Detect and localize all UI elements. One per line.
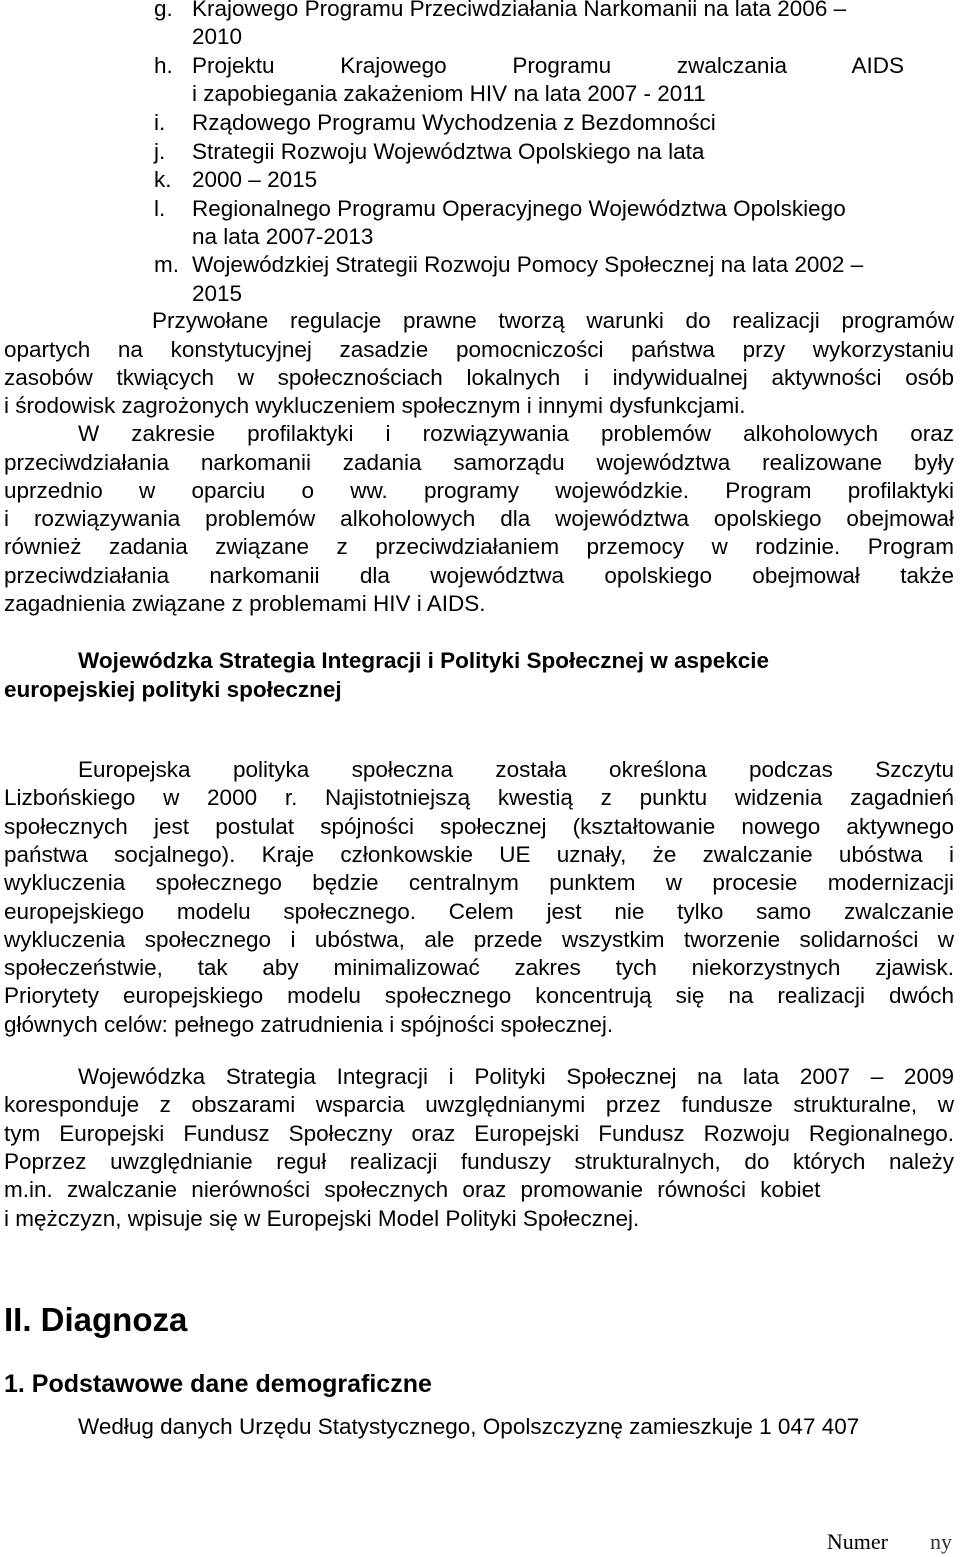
paragraph-line: Przywołane regulacje prawne tworzą warunki do realizacji programów	[152, 308, 954, 333]
paragraph-line: społecznych jest postulat spójności społecznej (kształtowanie nowego aktywnego	[4, 814, 954, 839]
paragraph-line: opartych na konstytucyjnej zasadzie pomocniczości państwa przy wykorzystaniu	[4, 337, 954, 362]
list-item-m	[154, 251, 863, 279]
list-item-text: 2000 – 2015	[192, 167, 318, 192]
paragraph-line: przeciwdziałania narkomanii zadania samorządu województwa realizowane były	[4, 450, 954, 475]
paragraph-line: Lizbońskiego w 2000 r. Najistotniejszą kwestią z punktu widzenia zagadnień	[4, 785, 954, 810]
paragraph-line: i rozwiązywania problemów alkoholowych dla województwa opolskiego obejmował	[4, 506, 954, 531]
paragraph-line: przeciwdziałania narkomanii dla województwa opolskiego obejmował także	[4, 563, 954, 588]
list-item-g	[154, 0, 846, 23]
paragraph-line: głównych celów: pełnego zatrudnienia i spójności społecznej.	[4, 1012, 614, 1037]
list-item-text: Rządowego Programu Wychodzenia z Bezdomności	[192, 110, 716, 135]
list-marker: j.	[154, 139, 166, 164]
list-item-text: Projektu Krajowego Programu zwalczania AIDS	[192, 53, 904, 78]
paragraph-line: społeczeństwie, tak aby minimalizować zakres tych niekorzystnych zjawisk.	[4, 955, 954, 980]
section-heading: europejskiej polityki społecznej	[4, 677, 342, 702]
paragraph-line: Europejska polityka społeczna została określona podczas Szczytu	[78, 757, 954, 782]
paragraph-line: Priorytety europejskiego modelu społecznego koncentrują się na realizacji dwóch	[4, 983, 954, 1008]
paragraph-line: Wojewódzka Strategia Integracji i Polityki Społecznej na lata 2007 – 2009	[78, 1064, 954, 1089]
list-item-continuation: i zapobiegania zakażeniom HIV na lata 2007 - 2011	[192, 81, 706, 106]
list-item-text: Krajowego Programu Przeciwdziałania Narkomanii na lata 2006 –	[192, 0, 847, 21]
list-item-j	[154, 138, 704, 166]
paragraph-line: również zadania związane z przeciwdziałaniem przemocy w rodzinie. Program	[4, 534, 954, 559]
paragraph-line: tym Europejski Fundusz Społeczny oraz Europejski Fundusz Rozwoju Regionalnego.	[4, 1121, 954, 1146]
list-item-continuation: 2015	[192, 281, 243, 306]
page-footer-tail: ny	[930, 1529, 952, 1554]
paragraph-line: uprzednio w oparciu o ww. programy wojewódzkie. Program profilaktyki	[4, 478, 954, 503]
paragraph-line: państwa socjalnego). Kraje członkowskie UE uznały, że zwalczanie ubóstwa i	[4, 842, 954, 867]
list-item-l	[154, 195, 846, 223]
page-footer: Numer	[826, 1529, 888, 1554]
list-item-continuation: na lata 2007-2013	[192, 224, 374, 249]
list-marker: l.	[154, 196, 166, 221]
list-item-h	[154, 52, 904, 80]
paragraph-line: koresponduje z obszarami wsparcia uwzględnianymi przez fundusze strukturalne, w	[4, 1092, 954, 1117]
paragraph-line: i mężczyzn, wpisuje się w Europejski Model Polityki Społecznej.	[4, 1206, 640, 1231]
list-item-text: Strategii Rozwoju Województwa Opolskiego na lata	[192, 139, 705, 164]
chapter-heading: II. Diagnoza	[4, 1301, 188, 1338]
list-item-text: Regionalnego Programu Operacyjnego Województwa Opolskiego	[192, 196, 846, 221]
list-item-continuation: 2010	[192, 24, 243, 49]
paragraph-line: wykluczenia społecznego będzie centralnym punktem w procesie modernizacji	[4, 870, 954, 895]
paragraph-line: zagadnienia związane z problemami HIV i AIDS.	[4, 591, 486, 616]
paragraph-line: m.in. zwalczanie nierówności społecznych oraz promowanie równości kobiet	[4, 1177, 821, 1202]
paragraph-line: wykluczenia społecznego i ubóstwa, ale przede wszystkim tworzenie solidarności w	[4, 927, 954, 952]
list-marker: k.	[154, 167, 172, 192]
list-item-k	[154, 166, 317, 194]
paragraph-line: zasobów tkwiących w społecznościach lokalnych i indywidualnej aktywności osób	[4, 365, 954, 390]
list-item-i	[154, 109, 716, 137]
paragraph-line: W zakresie profilaktyki i rozwiązywania problemów alkoholowych oraz	[78, 421, 954, 446]
paragraph-line: europejskiego modelu społecznego. Celem jest nie tylko samo zwalczanie	[4, 899, 954, 924]
paragraph-line: Poprzez uwzględnianie reguł realizacji funduszy strukturalnych, do których należy	[4, 1149, 954, 1174]
paragraph-line: Według danych Urzędu Statystycznego, Opolszczyznę zamieszkuje 1 047 407	[78, 1414, 860, 1439]
list-item-text: Wojewódzkiej Strategii Rozwoju Pomocy Społecznej na lata 2002 –	[192, 252, 864, 277]
list-marker: h.	[154, 53, 173, 78]
list-marker: m.	[154, 252, 179, 277]
paragraph-line: i środowisk zagrożonych wykluczeniem społecznym i innymi dysfunkcjami.	[4, 393, 746, 418]
section-heading: Wojewódzka Strategia Integracji i Polityki Społecznej w aspekcie	[78, 648, 770, 673]
subsection-heading: 1. Podstawowe dane demograficzne	[4, 1370, 432, 1398]
list-marker: i.	[154, 110, 166, 135]
list-marker: g.	[154, 0, 173, 21]
